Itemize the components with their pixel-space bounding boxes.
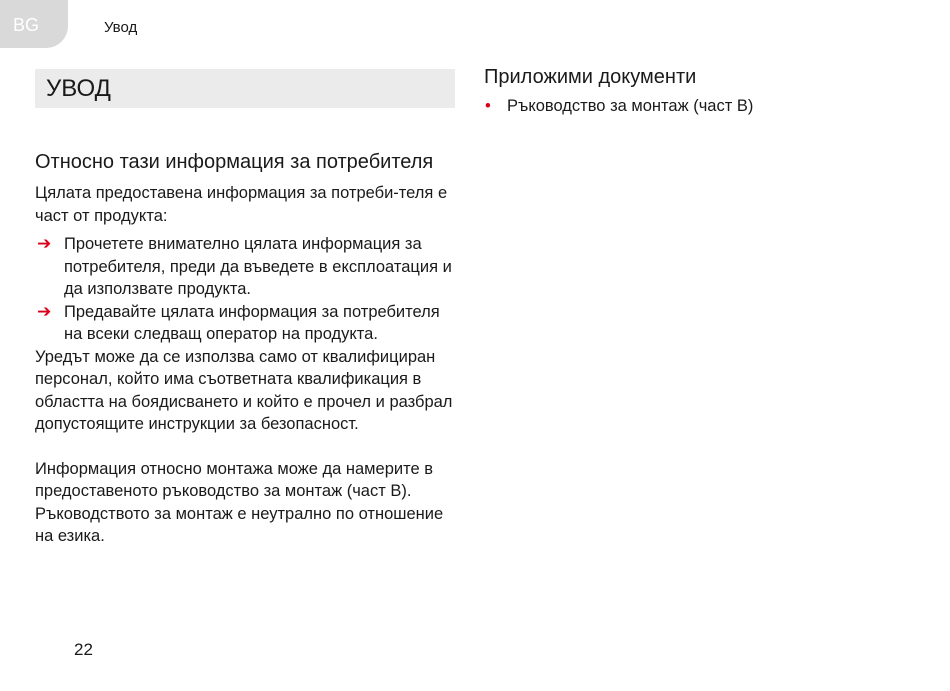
section-title-bar bbox=[35, 69, 455, 108]
left-column bbox=[35, 148, 455, 548]
running-header-section: Увод bbox=[104, 19, 138, 36]
instruction-text: Прочетете внимателно цялата информация за потребителя, преди да въведете в експлоатация и да използвате продукта. bbox=[64, 235, 452, 298]
page-number: 22 bbox=[74, 640, 93, 659]
bullet-icon: • bbox=[485, 97, 491, 115]
section-title: УВОД bbox=[46, 75, 111, 102]
assembly-paragraph: Информация относно монтажа може да намерите в предоставеното ръководство за монтаж (част B). Ръководството за монтаж е неутрално по отношение на езика. bbox=[35, 459, 444, 545]
intro-paragraph: Цялата предоставена информация за потреби-теля е част от продукта: bbox=[35, 184, 448, 225]
arrow-right-icon: ➔ bbox=[37, 234, 52, 253]
arrow-right-icon: ➔ bbox=[37, 301, 52, 321]
document-list-item bbox=[484, 95, 904, 118]
right-column bbox=[484, 63, 904, 118]
language-tab: BG bbox=[0, 0, 68, 48]
instruction-item bbox=[35, 233, 455, 301]
qualification-paragraph: Уредът може да се използва само от квалифициран персонал, който има съответната квалификация в областта на боядисването и който е прочел и разбрал допустоящите инструкции за безопасност. bbox=[35, 347, 453, 433]
attached-documents-heading: Приложими документи bbox=[484, 66, 697, 88]
instruction-item bbox=[35, 301, 455, 346]
about-heading: Относно тази информация за потребителя bbox=[35, 151, 434, 173]
document-title: Ръководство за монтаж (част B) bbox=[507, 97, 754, 115]
instruction-text: Предавайте цялата информация за потребителя на всеки следващ оператор на продукта. bbox=[64, 302, 440, 343]
